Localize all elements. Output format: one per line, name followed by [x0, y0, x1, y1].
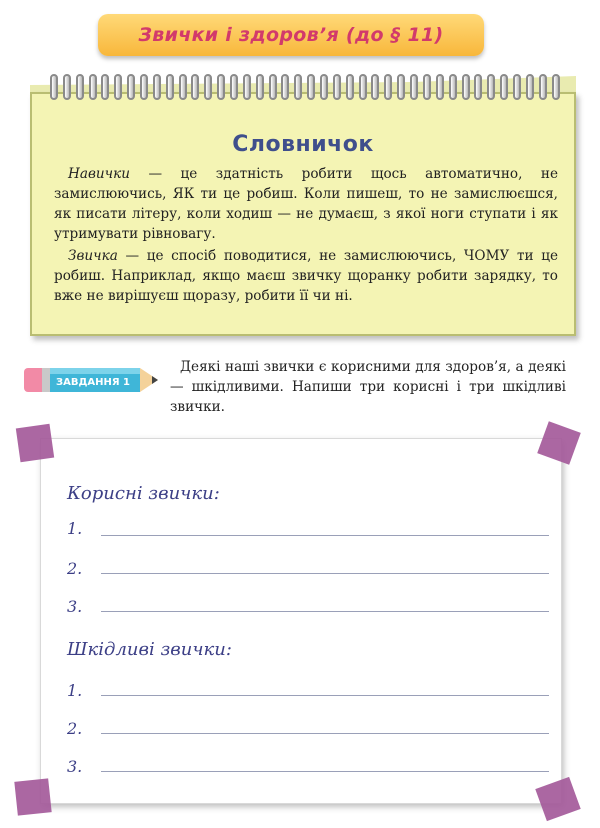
useful-answer-line-3[interactable] [101, 611, 549, 612]
tape-top-left [16, 424, 54, 462]
useful-number-3: 3. [67, 597, 83, 616]
harmful-habits-heading: Шкідливі звички: [67, 639, 232, 660]
harmful-number-3: 3. [67, 757, 83, 776]
task-badge-label: ЗАВДАННЯ 1 [56, 377, 130, 388]
definition-skill [54, 164, 558, 244]
useful-answer-line-1[interactable] [101, 535, 549, 536]
task-instructions: Деякі наші звички є корисними для здоров’я, а деякі — шкідливими. Напиши три корисні і три шкідливі звички. [170, 359, 566, 415]
useful-habits-heading: Корисні звички: [67, 483, 220, 504]
useful-answer-line-2[interactable] [101, 573, 549, 574]
worksheet-card [40, 438, 562, 804]
harmful-answer-line-3[interactable] [101, 771, 549, 772]
term-habit: Звичка [68, 248, 118, 264]
definition-skill-text: — це здатність робити щось автоматично, не замислюючись, ЯК ти це робиш. Коли пишеш, то не замислюєшся, як писати літеру, коли ходиш — не думаєш, з якої ноги ступати і як утримувати рівновагу. [54, 166, 558, 242]
useful-number-2: 2. [67, 559, 83, 578]
spiral-binding [50, 74, 560, 106]
dictionary-notepad [30, 92, 576, 336]
definition-habit [54, 246, 558, 306]
harmful-answer-line-1[interactable] [101, 695, 549, 696]
tape-bottom-left [14, 778, 51, 815]
harmful-number-1: 1. [67, 681, 83, 700]
harmful-answer-line-2[interactable] [101, 733, 549, 734]
term-skill: Навички [68, 166, 130, 182]
harmful-number-2: 2. [67, 719, 83, 738]
pencil-icon [22, 362, 162, 398]
useful-number-1: 1. [67, 519, 83, 538]
title-banner-text: Звички і здоров’я (до § 11) [138, 24, 444, 46]
title-banner [98, 14, 484, 56]
definition-habit-text: — це спосіб поводитися, не замислюючись, ЧОМУ ти це робиш. Наприклад, якщо маєш звичку щоранку робити зарядку, то вже не вирішуєш щоразу, робити її чи ні. [54, 248, 558, 304]
dictionary-title: Словничок [232, 132, 374, 157]
